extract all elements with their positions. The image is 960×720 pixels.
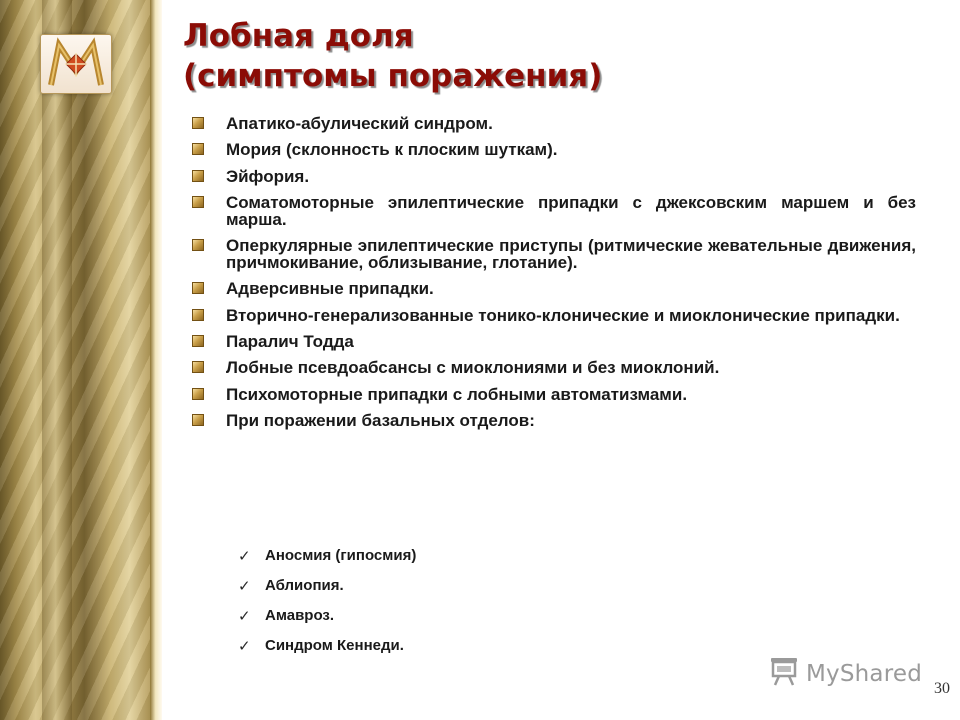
bullet-item bbox=[192, 115, 916, 132]
bullet-text: Лобные псевдоабсансы с миоклониями и без миоклоний. bbox=[226, 358, 720, 378]
square-bullet-icon bbox=[192, 282, 204, 294]
bullet-text: При поражении базальных отделов: bbox=[226, 410, 535, 430]
square-bullet-icon bbox=[192, 388, 204, 400]
bullet-text: Адверсивные припадки. bbox=[226, 279, 434, 299]
bullet-text: Соматомоторные эпилептические припадки с джексовским маршем и без марша. bbox=[226, 192, 916, 229]
bullet-text: Оперкулярные эпилептические приступы (ритмические жевательные движения, причмокивание, облизывание, глотание). bbox=[226, 236, 916, 273]
subbullet-item bbox=[238, 633, 416, 658]
logo-monogram-icon bbox=[40, 34, 112, 94]
subbullet-text: Аблиопия. bbox=[265, 577, 344, 594]
bullet-text: Психомоторные припадки с лобными автоматизмами. bbox=[226, 384, 688, 404]
checkmark-icon: ✓ bbox=[238, 606, 251, 625]
square-bullet-icon bbox=[192, 239, 204, 251]
square-bullet-icon bbox=[192, 414, 204, 426]
bullet-text: Вторично-генерализованные тонико-клонические и миоклонические припадки. bbox=[226, 305, 900, 325]
checkmark-icon: ✓ bbox=[238, 576, 251, 595]
square-bullet-icon bbox=[192, 196, 204, 208]
bullet-item bbox=[192, 141, 916, 158]
bullet-item bbox=[192, 333, 916, 350]
title-line: (симптомы поражения) bbox=[183, 58, 603, 94]
bullet-text: Апатико-абулический синдром. bbox=[226, 114, 493, 133]
bullet-item bbox=[192, 237, 916, 271]
checkmark-icon: ✓ bbox=[238, 636, 251, 655]
subbullet-text: Аносмия (гипосмия) bbox=[265, 547, 417, 564]
bullet-text: Мория (склонность к плоским шуткам). bbox=[226, 140, 558, 160]
watermark bbox=[768, 656, 922, 691]
bullet-item bbox=[192, 359, 916, 376]
title-line: Лобная доля bbox=[183, 18, 414, 54]
bullet-text: Эйфория. bbox=[226, 166, 310, 186]
bullet-item bbox=[192, 412, 916, 429]
square-bullet-icon bbox=[192, 117, 204, 129]
decorative-side-panel bbox=[0, 0, 162, 720]
decorative-panel-edge bbox=[150, 0, 162, 720]
checkmark-icon: ✓ bbox=[238, 546, 251, 565]
presentation-board-icon bbox=[768, 656, 800, 691]
square-bullet-icon bbox=[192, 309, 204, 321]
subbullet-item bbox=[238, 543, 416, 568]
bullet-list bbox=[192, 115, 916, 438]
bullet-item bbox=[192, 194, 916, 228]
subbullet-text: Амавроз. bbox=[265, 607, 335, 624]
subbullet-list bbox=[238, 543, 416, 663]
subbullet-item bbox=[238, 603, 416, 628]
decorative-pillar bbox=[42, 0, 72, 720]
bullet-text: Паралич Тодда bbox=[226, 332, 354, 352]
bullet-item bbox=[192, 307, 916, 324]
square-bullet-icon bbox=[192, 361, 204, 373]
watermark-text: MyShared bbox=[806, 660, 923, 687]
subbullet-item bbox=[238, 573, 416, 598]
bullet-item bbox=[192, 168, 916, 185]
slide-title bbox=[183, 16, 602, 96]
bullet-item bbox=[192, 280, 916, 297]
page-number: 30 bbox=[934, 680, 950, 697]
subbullet-text: Синдром Кеннеди. bbox=[265, 637, 404, 654]
square-bullet-icon bbox=[192, 143, 204, 155]
square-bullet-icon bbox=[192, 335, 204, 347]
square-bullet-icon bbox=[192, 170, 204, 182]
bullet-item bbox=[192, 386, 916, 403]
